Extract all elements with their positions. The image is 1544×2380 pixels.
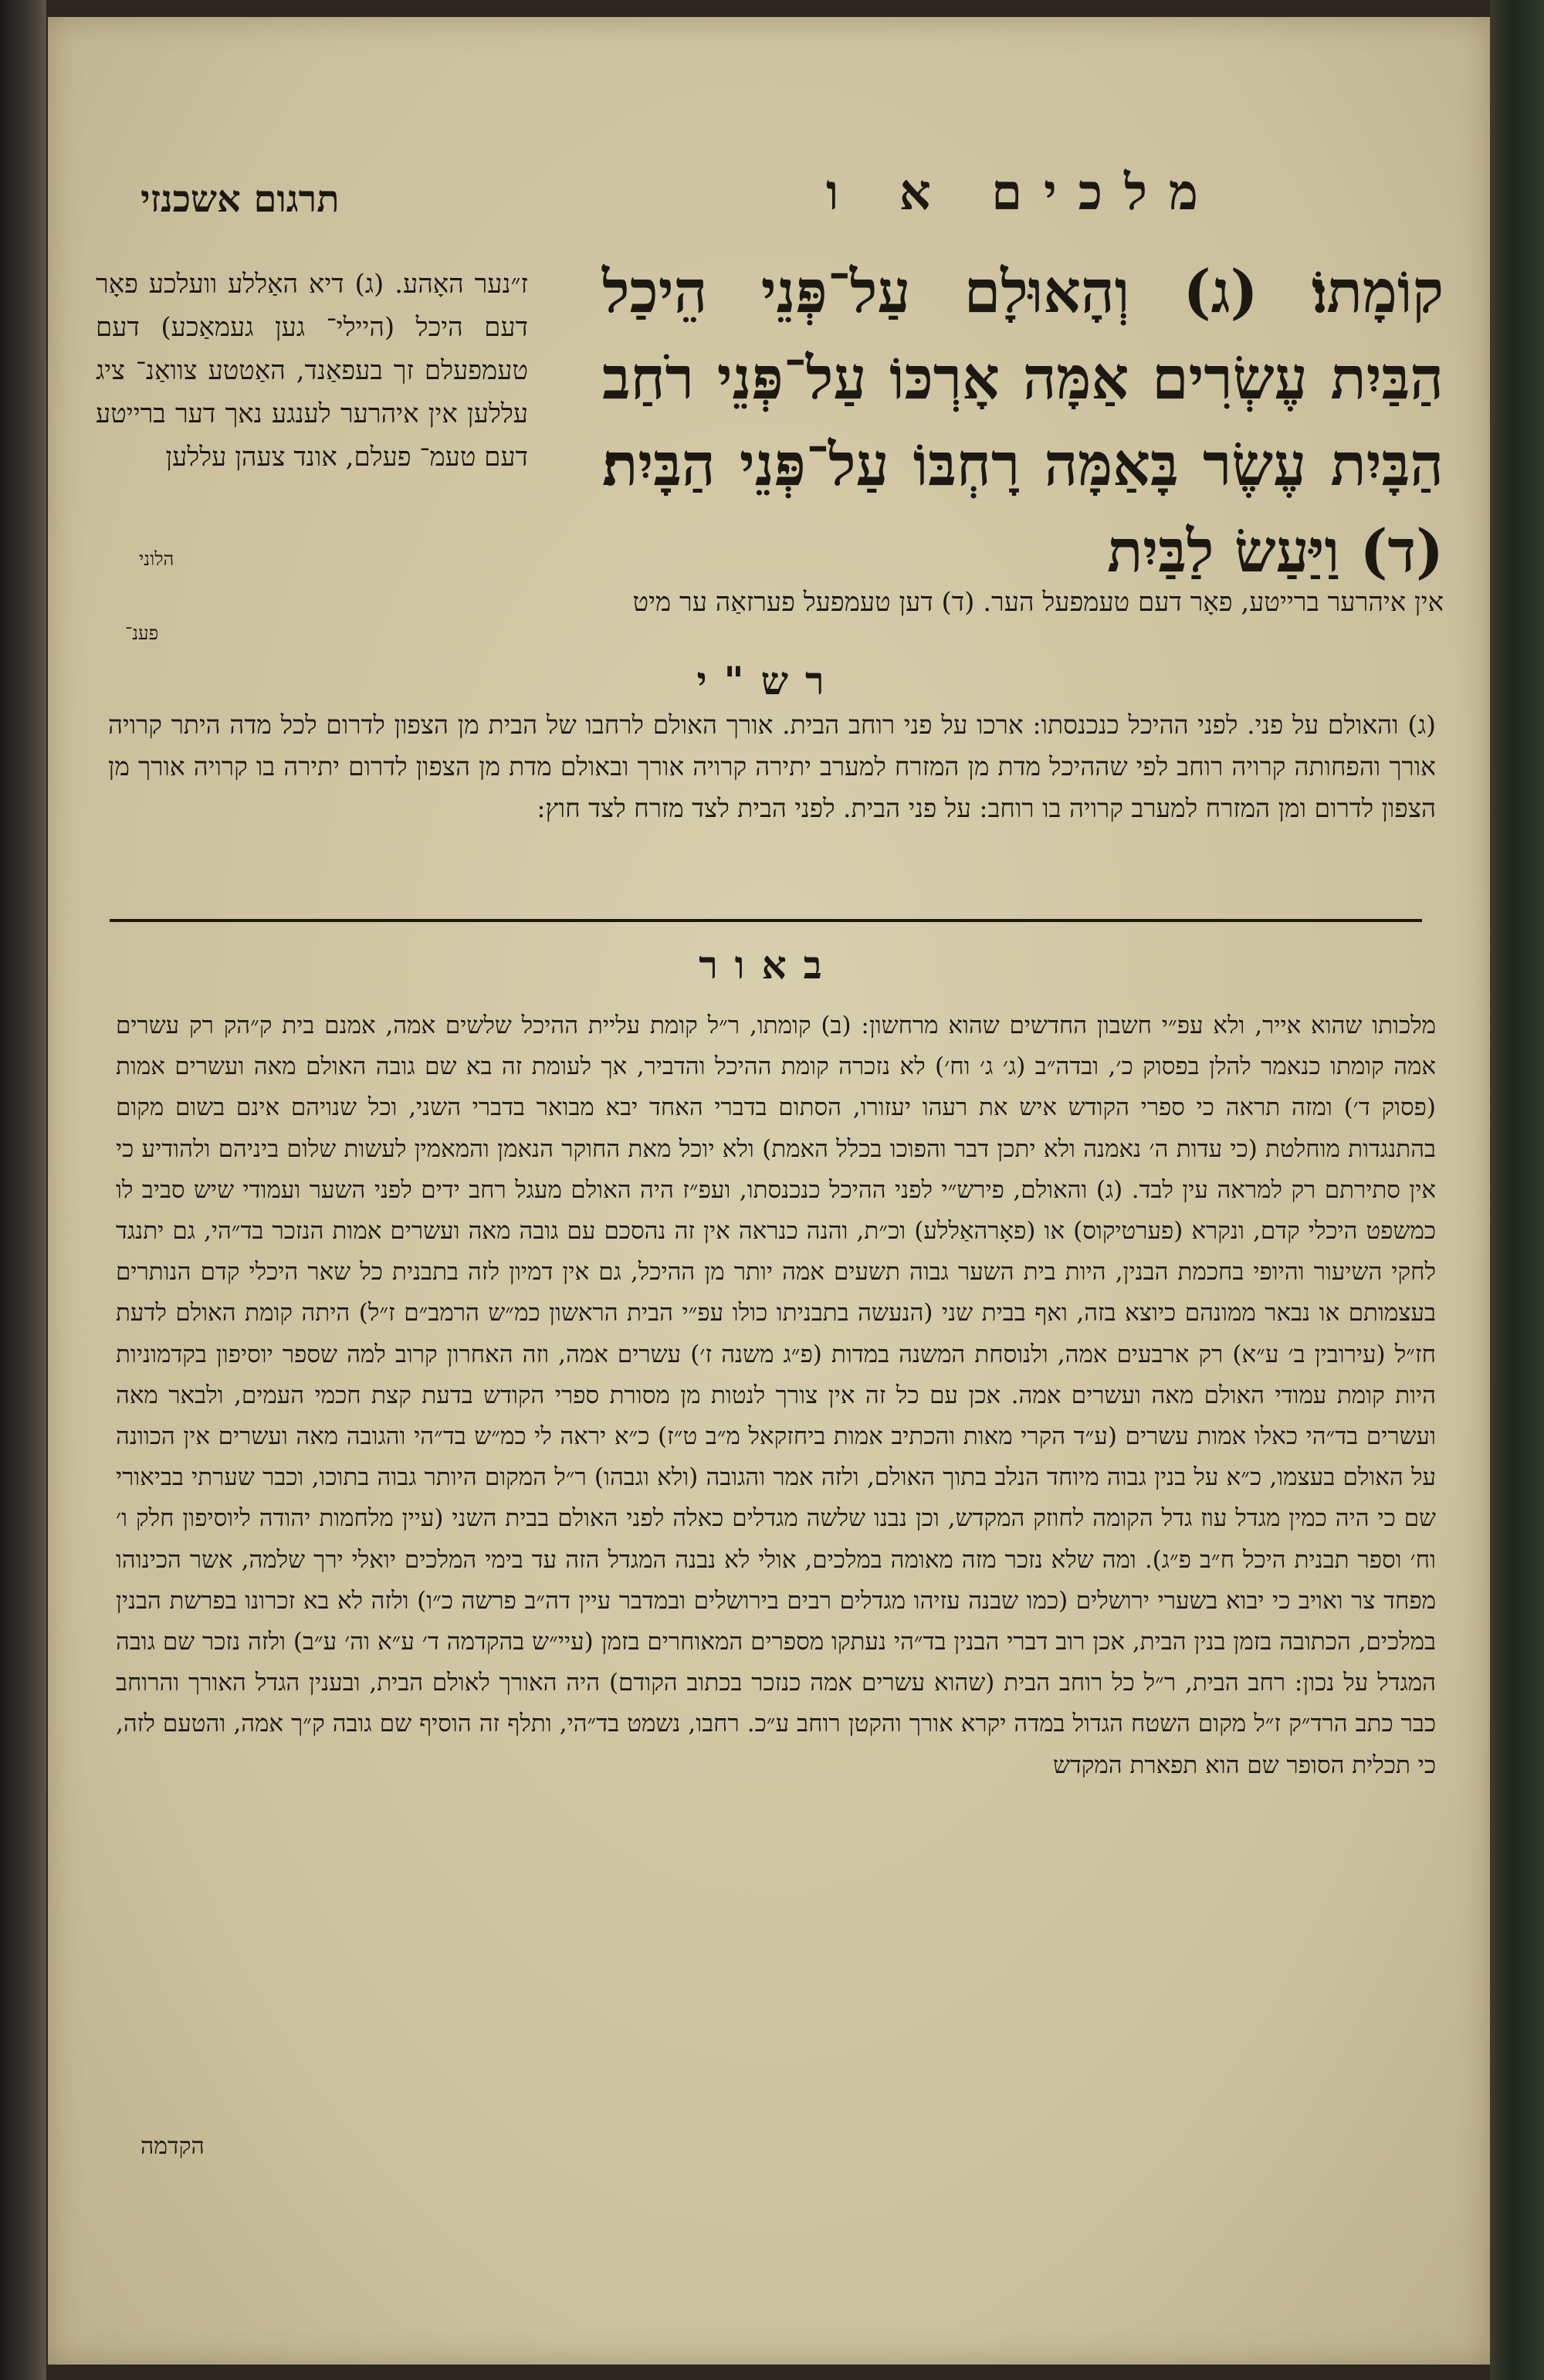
book-page [48, 17, 1490, 2365]
verse-text: קוֹמָתוֹ׃ (ג) וְהָאוּלָם עַל־פְּנֵי הֵיכַל הַבַּיִת עֶשְׂרִים אַמָּה אָרְכּוֹ עַל־פְּנֵי רֹחַב הַבָּיִת עֶשֶׂר בָּאַמָּה רָחְבּוֹ עַל־פְּנֵי הַבָּיִת׃ (ד) וַיַּעַשׂ לַבַּיִת [602, 257, 1444, 585]
book-left-edge [0, 0, 46, 2380]
section-divider [110, 919, 1422, 922]
rashi-commentary: (ג) והאולם על פני. לפני ההיכל כנכנסתו: ארכו על פני רוחב הבית. אורך האולם לרחבו של הבית מן הצפון לדרום לכל מדה היתר קרויה אורך והפחותה קרויה רוחב לפי שההיכל מדת מן המזרח למערב יתירה קרויה אורך ובאולם מדת מן הצפון לדרום יתירה בו קרויה אורך מן הצפון לדרום ומן המזרח למערב קרויה בו רוחב: על פני הבית. לפני הבית לצד מזרח לצד חוץ: [108, 710, 1436, 823]
verse-catchword: הלוני [139, 548, 174, 570]
rashi-heading: רש"י [696, 658, 841, 703]
biur-commentary: מלכותו שהוא אייר, ולא עפ״י חשבון החדשים שהוא מרחשון: (ב) קומתו, ר״ל קומת עליית ההיכל שלשים אמה, אמנם בית ק״הק רק עשרים אמה קומתו כנאמר להלן בפסוק כ׳, ובדה״ב (ג׳ ג׳ וח׳) לא נזכרה קומת ההיכל והדביר, אך לעומת זה בא שם גובה האולם מאה ועשרים אמות (פסוק ד׳) ומזה תראה כי ספרי הקודש איש את רעהו יעזורו, הסתום בדברי האחד יבא מבואר בדברי השני, וכל שנויהם אינם בשום מקום בהתנגדות מוחלטת (כי עדות ה׳ נאמנה ולא יתכן דבר והפוכו בכלל האמת) ולא יוכל מאת החוקר הנאמן והמאמין לעשות שלום ביניהם ולהודיע כי אין סתירתם רק למראה עין לבד. (ג) והאולם, פירש״י לפני ההיכל כנכנסתו, ועפ״ז היה האולם מעגל רחב ידים לפני השער ועמודי שיש סביב לו כמשפט היכלי קדם, ונקרא (פערטיקוס) או (פאָרהאַללע) וכ״ת, והנה כנראה אין זה נהסכם עם גובה מאה ועשרים אמות הנזכר בד״הי, גם יתנגד לחקי השיעור והיופי בחכמת הבנין, היות בית השער גבוה תשעים אמה יותר מן ההיכל, גם אין דמיון לזה בתבנית כל שאר היכלי קדם הנותרים בעצמותם או נבאר ממונהם כיוצא בזה, ואף בבית שני (הנעשה בתבניתו כולו עפ״י הבית הראשון כמ״ש הרמב״ם ז״ל) היתה קומת האולם לדעת חז״ל (עירובין ב׳ ע״א) רק ארבעים אמה, ולנוסחת המשנה במדות (פ״ג משנה ז׳) עשרים אמה, וזה האחרון קרוב למה שספר יוסיפון בקדמוניות היות קומת עמודי האולם מאה ועשרים אמה. אכן עם כל זה אין צורך לנטות מן מסורת ספרי הקודש בדעת קצת חכמי העמים, ולבאר מאה ועשרים בד״הי כאלו אמות עשרים (ע״ד הקרי מאות והכתיב אמות ביחזקאל מ״ב ט״ז) כ״א יראה לי כמ״ש בד״הי והגובה מאה ועשרים אין הכוונה על האולם בעצמו, כ״א על בנין גבוה מיוחד הנלב בתוך האולם, ולזה אמר והגובה (ולא וגבהו) ר״ל המקום היותר גבוה בתוכו, וכבר שערתי בביאורי שם כי היה כמין מגדל עוז גדל הקומה לחוזק המקדש, וכן נבנו שלשה מגדלים כאלה לפני האולם בבית השני (עיין מלחמות יהודה ליוסיפון חלק ו׳ וח׳ וספר תבנית היכל ח״ב פ״ג). ומה שלא נזכר מזה מאומה במלכים, אולי לא נבנה המגדל הזה עד בימי המלכים יואלי ירך שלמה, אשר הכינוהו מפחד צר ואויב כי יבוא בשערי ירושלים (כמו שבנה עזיהו מגדלים רבים בירושלים ובמדבר עיין דה״ב פרשה כ״ו) ולזה לא בא זכרונו בפרשת הבנין במלכים, הכתובה בזמן בנין הבית, אכן רוב דברי הבנין בד״הי נעתקו מספרים המאוחרים בזמן (עיי״ש בהקדמה ד׳ ע״א וה׳ ע״ב) ולזה נזכר שם גובה המגדל על נכון: רחב הבית, ר״ל כל רוחב הבית (שהוא עשרים אמה כנזכר בכתוב הקודם) היה האורך לאולם הבית, ובענין הגדל האורך והרוחב כבר כתב הרד״ק ז״ל מקום השטח הגדול במדה יקרא אורך והקטן רוחב ע״כ. רחבו, נשמט בד״הי, ותלף זה הוסיף שם גובה ק״ך אמה, והטעם לזה, כי תכלית הסופר שם הוא תפארת המקדש [116, 1012, 1436, 1779]
yiddish-catchword: פענ־ [125, 622, 159, 644]
yiddish-translation: ז״נער האָהע. (ג) דיא האַללע וועלכע פאָר דעם היכל (היילי־ גען געמאַכע) דעם טעמפעלם זך בעפאַנד, האַטטע צוואַנ־ ציג עללען אין איהרער לענגע נאך דער ברייטע דעם טעמ־ פעלם, אונד צעהן עללען [96, 269, 528, 473]
book-spine [1490, 0, 1544, 2380]
running-title: מלכים א ו [826, 164, 1220, 222]
biur-heading: באור [699, 942, 839, 988]
translation-title: תרגום אשכנזי [141, 178, 340, 221]
yiddish-continuation: אין איהרער ברייטע, פאָר דעם טעמפעל הער. (ד) דען טעמפעל פערזאַה ער מיט [632, 587, 1444, 618]
footer-catchword: הקדמה [141, 2133, 205, 2160]
